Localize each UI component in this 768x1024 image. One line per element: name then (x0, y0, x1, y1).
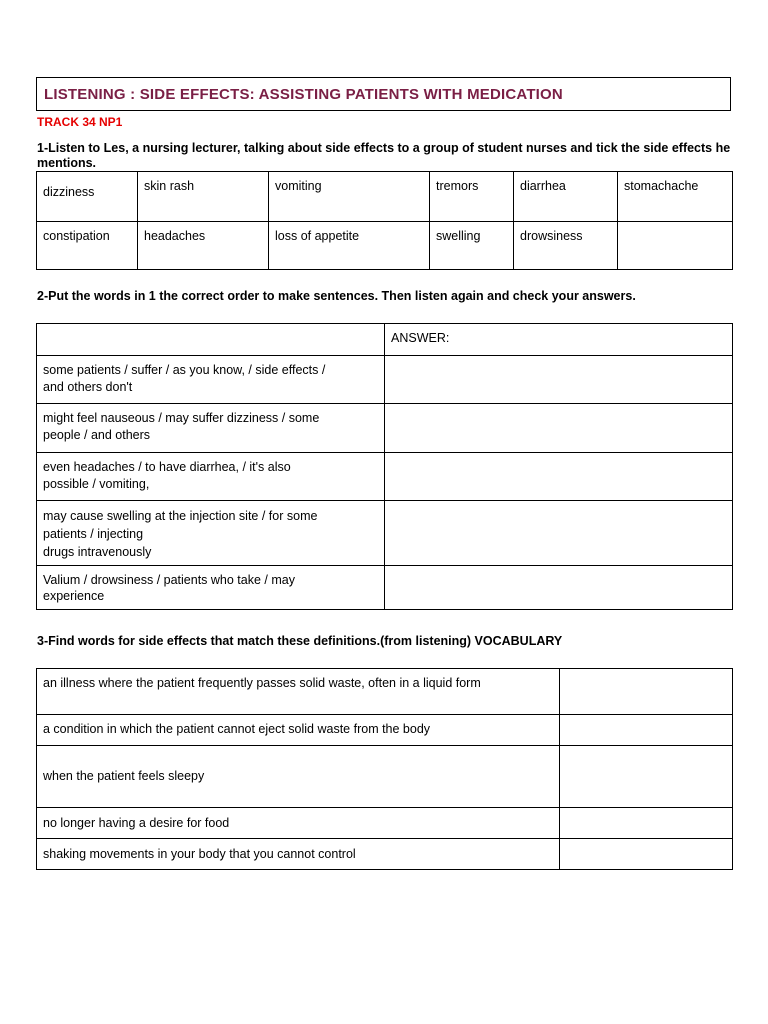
definition-cell: when the patient feels sleepy (37, 746, 560, 808)
definition-cell: a condition in which the patient cannot eject solid waste from the body (37, 715, 560, 746)
answer-field[interactable] (560, 715, 733, 746)
side-effect-cell[interactable]: vomiting (269, 172, 430, 222)
title-box (36, 77, 731, 111)
scrambled-sentence: some patients / suffer / as you know, / side effects / and others don't (37, 356, 385, 404)
side-effect-cell[interactable]: headaches (138, 222, 269, 270)
answer-header: ANSWER: (385, 324, 733, 356)
table-row (37, 669, 733, 715)
side-effect-cell[interactable]: constipation (37, 222, 138, 270)
header-blank-cell (37, 324, 385, 356)
table-row (37, 839, 733, 870)
table-row (37, 172, 733, 222)
side-effect-cell[interactable] (618, 222, 733, 270)
vocabulary-table (36, 668, 733, 870)
side-effect-cell[interactable]: loss of appetite (269, 222, 430, 270)
answer-field[interactable] (385, 356, 733, 404)
definition-cell: shaking movements in your body that you cannot control (37, 839, 560, 870)
q2-instruction: 2-Put the words in 1 the correct order to make sentences. Then listen again and check your answers. (37, 289, 636, 303)
side-effect-cell[interactable]: skin rash (138, 172, 269, 222)
answer-field[interactable] (385, 501, 733, 566)
q3-instruction: 3-Find words for side effects that match these definitions.(from listening) VOCABULARY (37, 634, 563, 648)
table-row (37, 404, 733, 453)
q1-instruction: 1-Listen to Les, a nursing lecturer, talking about side effects to a group of student nurses and tick the side effects he mentions. (37, 141, 731, 170)
side-effect-cell[interactable]: drowsiness (514, 222, 618, 270)
table-row (37, 566, 733, 610)
side-effect-cell[interactable]: diarrhea (514, 172, 618, 222)
table-row (37, 501, 733, 566)
side-effects-table (36, 171, 733, 270)
table-row (37, 356, 733, 404)
side-effect-cell[interactable]: swelling (430, 222, 514, 270)
answer-field[interactable] (560, 839, 733, 870)
sentence-order-table (36, 323, 733, 610)
answer-field[interactable] (385, 566, 733, 610)
scrambled-sentence: Valium / drowsiness / patients who take / may experience (37, 566, 385, 610)
table-row (37, 222, 733, 270)
scrambled-sentence: might feel nauseous / may suffer dizziness / some people / and others (37, 404, 385, 453)
track-label: TRACK 34 NP1 (37, 115, 123, 129)
scrambled-sentence: may cause swelling at the injection site / for some patients / injecting drugs intravenously (37, 501, 385, 566)
answer-field[interactable] (560, 808, 733, 839)
side-effect-cell[interactable]: dizziness (37, 172, 138, 222)
scrambled-sentence: even headaches / to have diarrhea, / it's also possible / vomiting, (37, 453, 385, 501)
table-row (37, 808, 733, 839)
side-effect-cell[interactable]: tremors (430, 172, 514, 222)
answer-field[interactable] (385, 453, 733, 501)
table-row (37, 324, 733, 356)
side-effect-cell[interactable]: stomachache (618, 172, 733, 222)
answer-field[interactable] (560, 746, 733, 808)
table-row (37, 715, 733, 746)
page-title: LISTENING : SIDE EFFECTS: ASSISTING PATIENTS WITH MEDICATION (44, 86, 563, 103)
answer-field[interactable] (385, 404, 733, 453)
definition-cell: no longer having a desire for food (37, 808, 560, 839)
table-row (37, 453, 733, 501)
table-row (37, 746, 733, 808)
answer-field[interactable] (560, 669, 733, 715)
definition-cell: an illness where the patient frequently passes solid waste, often in a liquid form (37, 669, 560, 715)
